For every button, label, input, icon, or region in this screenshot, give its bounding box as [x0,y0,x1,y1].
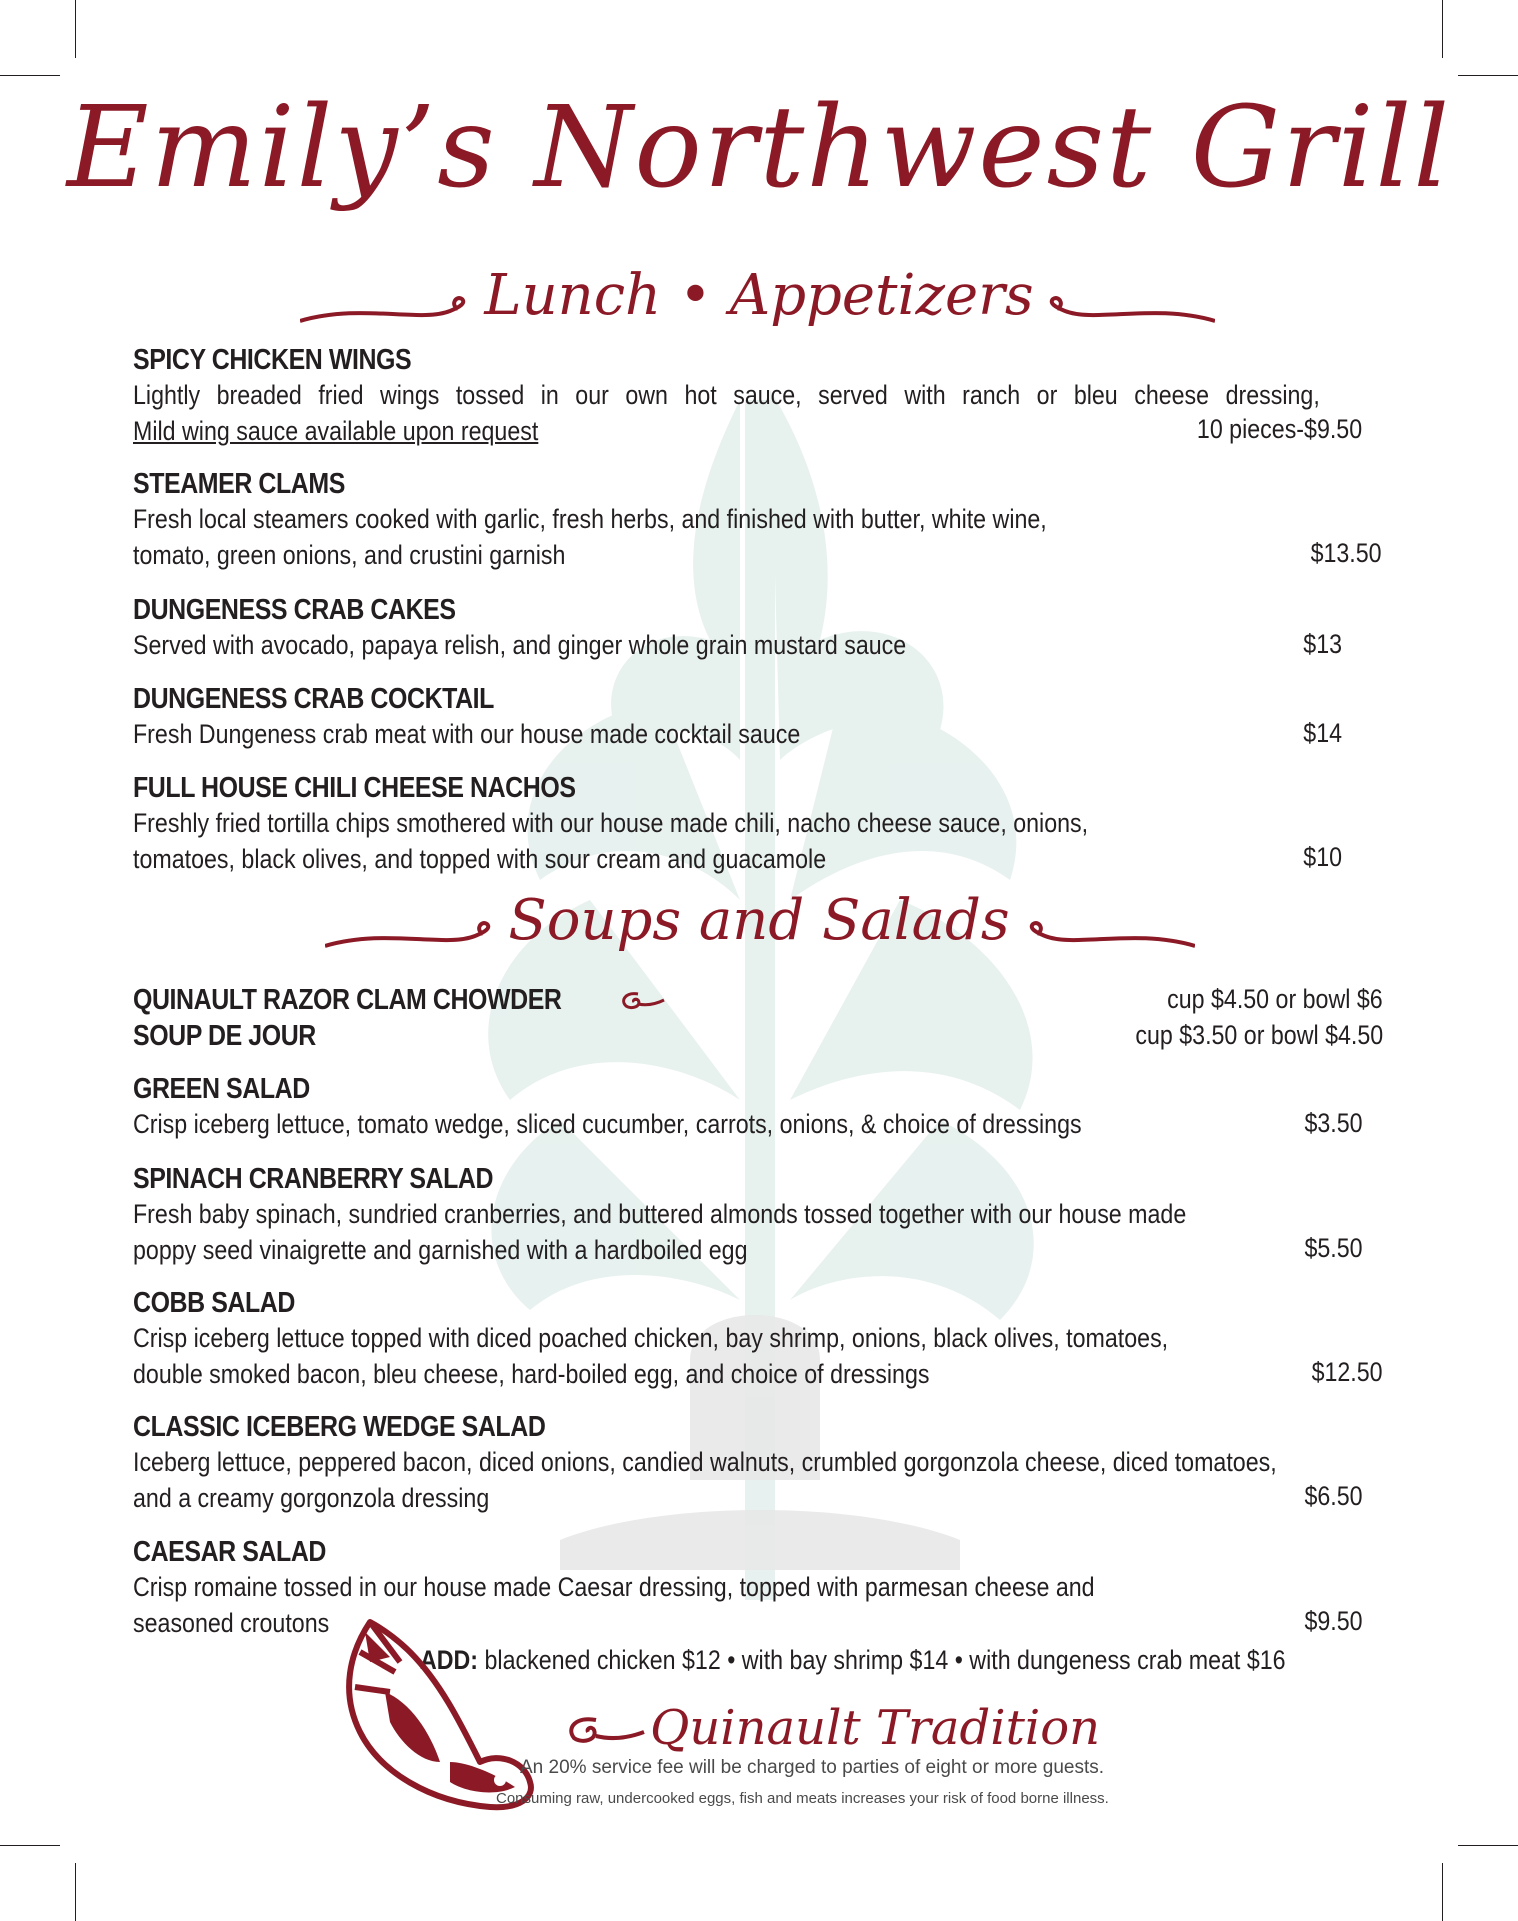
crop-mark [0,75,60,76]
service-fee-note: An 20% service fee will be charged to parties of eight or more guests. [520,1757,1105,1778]
item-description: and a creamy gorgonzola dressing [133,1483,490,1513]
menu-item [133,343,1383,449]
crop-mark [75,0,76,58]
item-price: $13 [1303,629,1342,659]
section-title-soups-salads: Soups and Salads [508,888,1010,953]
item-description: Crisp iceberg lettuce, tomato wedge, sliced cucumber, carrots, onions, & choice of dressings [133,1109,1082,1139]
flourish-right-icon [1045,285,1215,335]
crop-mark [1458,75,1518,76]
item-description: Iceberg lettuce, peppered bacon, diced onions, candied walnuts, crumbled gorgonzola cheese, diced tomatoes, [133,1447,1277,1477]
item-description: Crisp iceberg lettuce topped with diced poached chicken, bay shrimp, onions, black olives, tomatoes, [133,1323,1169,1353]
quinault-swirl-icon [616,988,666,1016]
restaurant-title: Emily’s Northwest Grill [66,83,1452,213]
item-price: cup $4.50 or bowl $6 [1167,984,1383,1014]
item-name: SPICY CHICKEN WINGS [133,344,412,376]
crop-mark [75,1863,76,1921]
item-price: $5.50 [1304,1233,1363,1263]
crop-mark [1442,1863,1443,1921]
item-price: cup $3.50 or bowl $4.50 [1135,1020,1383,1050]
item-price: $6.50 [1304,1481,1363,1511]
item-description: double smoked bacon, bleu cheese, hard-boiled egg, and choice of dressings [133,1359,930,1389]
food-safety-warning: Consuming raw, undercooked eggs, fish and meats increases your risk of food borne illness. [496,1790,1109,1807]
item-description: tomatoes, black olives, and topped with sour cream and guacamole [133,844,827,874]
menu-item [133,1162,1383,1268]
item-description: Freshly fried tortilla chips smothered with our house made chili, nacho cheese sauce, onions, [133,808,1089,838]
item-description: tomato, green onions, and crustini garnish [133,540,566,570]
addon-text: blackened chicken $12 • with bay shrimp $14 • with dungeness crab meat $16 [484,1645,1286,1675]
item-name: DUNGENESS CRAB CAKES [133,594,456,626]
item-name: FULL HOUSE CHILI CHEESE NACHOS [133,772,576,804]
addon-line [420,1645,1286,1676]
menu-item [133,593,1383,663]
item-description: Fresh Dungeness crab meat with our house made cocktail sauce [133,719,801,749]
item-description: Fresh local steamers cooked with garlic, fresh herbs, and finished with butter, white wine, [133,504,1047,534]
flourish-right-icon [1025,910,1195,960]
item-description: Crisp romaine tossed in our house made Caesar dressing, topped with parmesan cheese and [133,1572,1095,1602]
item-price: 10 pieces-$9.50 [1196,414,1362,444]
menu-item [133,1286,1383,1392]
item-description: poppy seed vinaigrette and garnished with a hardboiled egg [133,1235,748,1265]
item-name: GREEN SALAD [133,1073,310,1105]
item-description: Served with avocado, papaya relish, and ginger whole grain mustard sauce [133,630,907,660]
menu-item [133,1410,1383,1516]
menu-item [133,467,1383,573]
item-description: Lightly breaded fried wings tossed in our own hot sauce, served with ranch or bleu cheese dressing, [133,380,1320,410]
addon-label: ADD: [420,1645,479,1675]
item-price: $14 [1303,718,1342,748]
item-name: SPINACH CRANBERRY SALAD [133,1163,494,1195]
item-name: STEAMER CLAMS [133,468,345,500]
item-price: $3.50 [1304,1108,1363,1138]
crop-mark [1442,0,1443,58]
item-price: $12.50 [1311,1357,1383,1387]
section-title-appetizers: Lunch • Appetizers [484,263,1034,328]
item-name: DUNGENESS CRAB COCKTAIL [133,683,494,715]
tradition-caption: Quinault Tradition [650,1700,1101,1756]
item-description: Fresh baby spinach, sundried cranberries, and buttered almonds tossed together with our house made [133,1199,1187,1229]
item-name: CAESAR SALAD [133,1536,326,1568]
quinault-swirl-icon [560,1712,645,1752]
item-name: COBB SALAD [133,1287,295,1319]
item-name: SOUP DE JOUR [133,1020,316,1052]
item-price: $10 [1303,842,1342,872]
item-price: $13.50 [1310,538,1382,568]
item-name: CLASSIC ICEBERG WEDGE SALAD [133,1411,546,1443]
item-price: $9.50 [1304,1606,1363,1636]
menu-item [133,1072,1383,1142]
menu-item [133,771,1383,877]
item-description: seasoned croutons [133,1608,330,1638]
crop-mark [0,1845,60,1846]
crop-mark [1458,1845,1518,1846]
item-note: Mild wing sauce available upon request [133,416,539,446]
menu-item [133,1535,1383,1641]
item-name: QUINAULT RAZOR CLAM CHOWDER [133,984,562,1016]
menu-item [133,682,1383,752]
